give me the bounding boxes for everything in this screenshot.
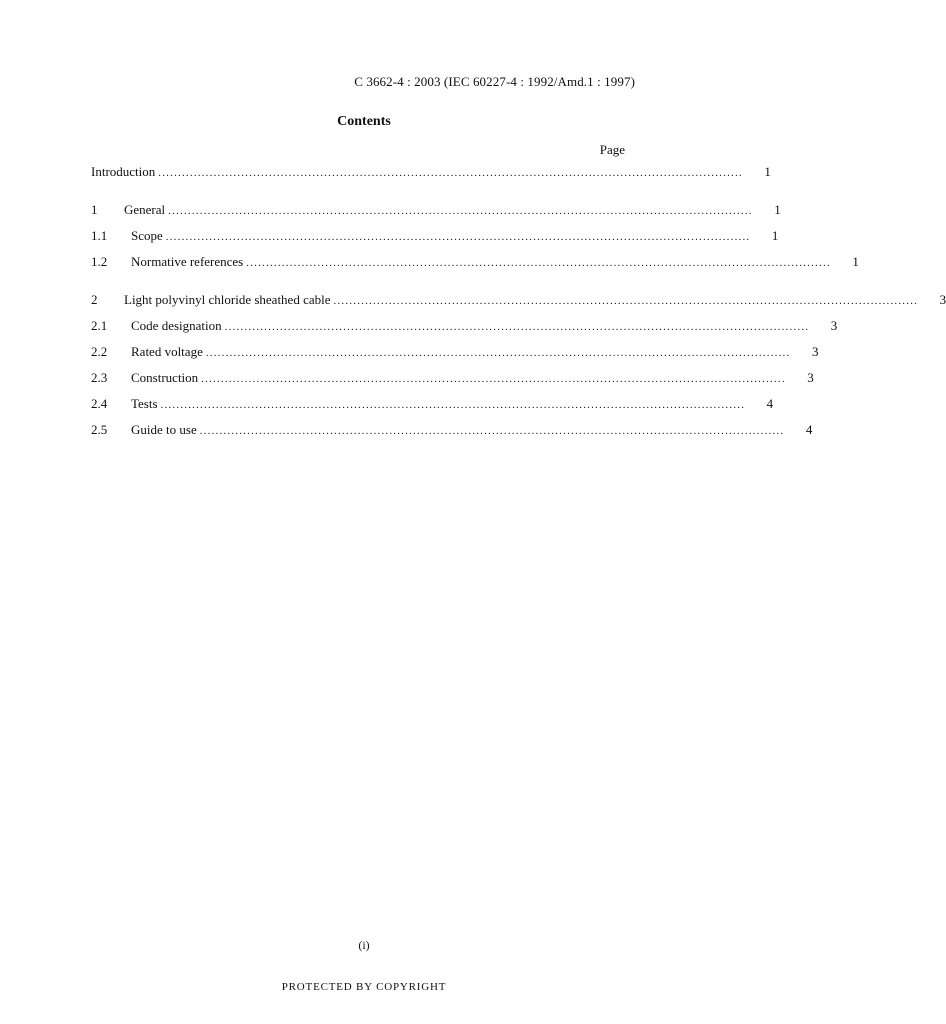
toc-entry-code-designation[interactable] xyxy=(91,318,838,344)
toc-entry-title: Construction xyxy=(131,370,199,385)
toc-entry-construction[interactable] xyxy=(91,370,814,396)
leader-dots: .................................................................................................................................................... xyxy=(333,295,919,307)
contents-heading: Contents xyxy=(337,114,391,129)
toc-entry-scope[interactable] xyxy=(91,228,779,254)
leader-dots: .................................................................................................................................................... xyxy=(165,231,751,243)
toc-entry-number: 2.4 xyxy=(91,396,108,411)
page-number: (i) xyxy=(358,938,370,952)
toc-entry-general[interactable] xyxy=(91,202,781,228)
leader-dots: .................................................................................................................................................... xyxy=(201,373,786,385)
toc-entry-number: 2.5 xyxy=(91,422,108,437)
toc-entry-title: Normative references xyxy=(131,254,244,269)
leader-dots: .................................................................................................................................................... xyxy=(199,425,785,437)
toc-entry-title: General xyxy=(124,202,166,217)
toc-entry-title: Code designation xyxy=(131,318,222,333)
toc-entry-page: 4 xyxy=(766,396,774,411)
copyright-notice: PROTECTED BY COPYRIGHT xyxy=(281,981,447,993)
leader-dots: .................................................................................................................................................... xyxy=(160,399,746,411)
toc-entry-number: 1.2 xyxy=(91,254,108,269)
leader-dots: .................................................................................................................................................... xyxy=(246,257,831,269)
toc-entry-page: 3 xyxy=(811,344,819,359)
toc-entry-title: Light polyvinyl chloride sheathed cable xyxy=(124,292,331,307)
toc-entry-page: 3 xyxy=(807,370,814,385)
toc-entry-light-pvc-sheathed-cable[interactable] xyxy=(91,292,946,318)
toc-entry-page: 1 xyxy=(774,202,781,217)
leader-dots: .................................................................................................................................................... xyxy=(168,205,753,217)
toc-entry-title: Introduction xyxy=(91,164,156,179)
toc-entry-title: Tests xyxy=(131,396,158,411)
toc-entry-page: 1 xyxy=(852,254,859,269)
page-column-label: Page xyxy=(599,142,625,157)
toc-entry-page: 4 xyxy=(805,422,813,437)
toc-entry-page: 3 xyxy=(830,318,838,333)
toc-entry-number: 1.1 xyxy=(91,228,108,243)
toc-entry-tests[interactable] xyxy=(91,396,774,422)
toc-entry-page: 1 xyxy=(764,164,771,179)
toc-entry-number: 2.1 xyxy=(91,318,108,333)
toc-entry-number: 2.3 xyxy=(91,370,108,385)
toc-entry-number: 2.2 xyxy=(91,344,108,359)
toc-entry-title: Rated voltage xyxy=(131,344,203,359)
toc-entry-number: 1 xyxy=(91,202,98,217)
toc-entry-title: Scope xyxy=(131,228,163,243)
toc-entry-number: 2 xyxy=(91,292,98,307)
toc-entry-title: Guide to use xyxy=(131,422,197,437)
leader-dots: .................................................................................................................................................... xyxy=(224,321,810,333)
leader-dots: .................................................................................................................................................... xyxy=(205,347,791,359)
toc-entry-normative-references[interactable] xyxy=(91,254,859,280)
document-reference: C 3662-4 : 2003 (IEC 60227-4 : 1992/Amd.1 : 1997) xyxy=(354,74,635,89)
toc-entry-page: 1 xyxy=(771,228,779,243)
table-of-contents xyxy=(91,164,946,448)
toc-entry-guide-to-use[interactable] xyxy=(91,422,813,448)
leader-dots: .................................................................................................................................................... xyxy=(158,167,743,179)
toc-entry-rated-voltage[interactable] xyxy=(91,344,819,370)
toc-entry-page: 3 xyxy=(939,292,946,307)
toc-entry-introduction[interactable] xyxy=(91,164,771,190)
